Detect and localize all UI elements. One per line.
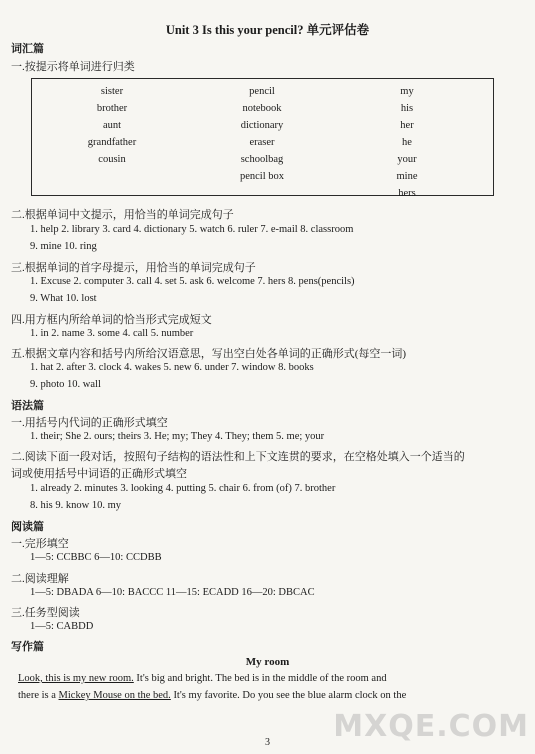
reading-q2: 二.阅读理解 xyxy=(11,573,69,585)
vocab-a2-line1: 1. help 2. library 3. card 4. dictionary 5. watch 6. ruler 7. e-mail 8. classroom xyxy=(30,224,354,235)
vocab-a2-line2: 9. mine 10. ring xyxy=(30,241,97,252)
reading-a3: 1—5: CABDD xyxy=(30,621,94,632)
grammar-heading: 语法篇 xyxy=(11,400,44,412)
grammar-a2-line1: 1. already 2. minutes 3. looking 4. putting 5. chair 6. from (of) 7. brother xyxy=(30,483,336,494)
reading-a1: 1—5: CCBBC 6—10: CCDBB xyxy=(30,552,162,563)
essay-title: My room xyxy=(245,656,290,668)
vocab-q4: 四.用方框内所给单词的恰当形式完成短文 xyxy=(11,314,212,326)
vocab-q2: 二.根据单词中文提示，用恰当的单词完成句子 xyxy=(11,209,234,221)
word-column-pronouns: my his her he your mine hers xyxy=(396,86,418,199)
grammar-q2-line2: 词或使用括号中词语的正确形式填空 xyxy=(11,468,187,480)
reading-a2: 1—5: DBADA 6—10: BACCC 11—15: ECADD 16—20: DBCAC xyxy=(30,587,315,598)
vocab-a3-line2: 9. What 10. lost xyxy=(30,293,97,304)
essay-line-2: there is a Mickey Mouse on the bed. It's my favorite. Do you see the blue alarm clock on the xyxy=(18,690,407,701)
essay-line-1: Look, this is my new room. It's big and bright. The bed is in the middle of the room and xyxy=(18,673,387,684)
page-title: Unit 3 Is this your pencil? 单元评估卷 xyxy=(165,23,370,37)
grammar-a1: 1. their; She 2. ours; theirs 3. He; my; They 4. They; them 5. me; your xyxy=(30,431,325,442)
grammar-a2-line2: 8. his 9. know 10. my xyxy=(30,500,122,511)
page-number: 3 xyxy=(265,737,270,748)
watermark-logo: MXQE.COM xyxy=(333,709,529,744)
reading-heading: 阅读篇 xyxy=(11,521,44,533)
vocab-q1: 一.按提示将单词进行归类 xyxy=(11,61,135,73)
vocab-a5-line2: 9. photo 10. wall xyxy=(30,379,101,390)
vocab-a5-line1: 1. hat 2. after 3. clock 4. wakes 5. new 6. under 7. window 8. books xyxy=(30,362,314,373)
vocab-heading: 词汇篇 xyxy=(11,43,44,55)
vocab-q5: 五.根据文章内容和括号内所给汉语意思，写出空白处各单词的正确形式(每空一词) xyxy=(11,348,407,360)
grammar-q1: 一.用括号内代词的正确形式填空 xyxy=(11,417,168,429)
word-column-family: sister brother aunt grandfather cousin xyxy=(87,86,137,165)
vocab-a3-line1: 1. Excuse 2. computer 3. call 4. set 5. ask 6. welcome 7. hers 8. pens(pencils) xyxy=(30,276,355,287)
word-classification-box xyxy=(31,78,494,199)
grammar-q2-line1: 二.阅读下面一段对话，按照句子结构的语法性和上下文连贯的要求，在空格处填入一个适当的 xyxy=(11,451,465,463)
word-column-stationery: pencil notebook dictionary eraser schoolbag pencil box xyxy=(239,86,285,182)
writing-heading: 写作篇 xyxy=(11,641,44,653)
vocab-q3: 三.根据单词的首字母提示，用恰当的单词完成句子 xyxy=(11,262,256,274)
essay-underlined-phrase: Look, this is my new room. xyxy=(18,673,134,684)
reading-q1: 一.完形填空 xyxy=(11,538,69,550)
reading-q3: 三.任务型阅读 xyxy=(11,607,80,619)
essay-underlined-phrase: Mickey Mouse on the bed. xyxy=(58,690,171,701)
vocab-a4: 1. in 2. name 3. some 4. call 5. number xyxy=(30,328,194,339)
